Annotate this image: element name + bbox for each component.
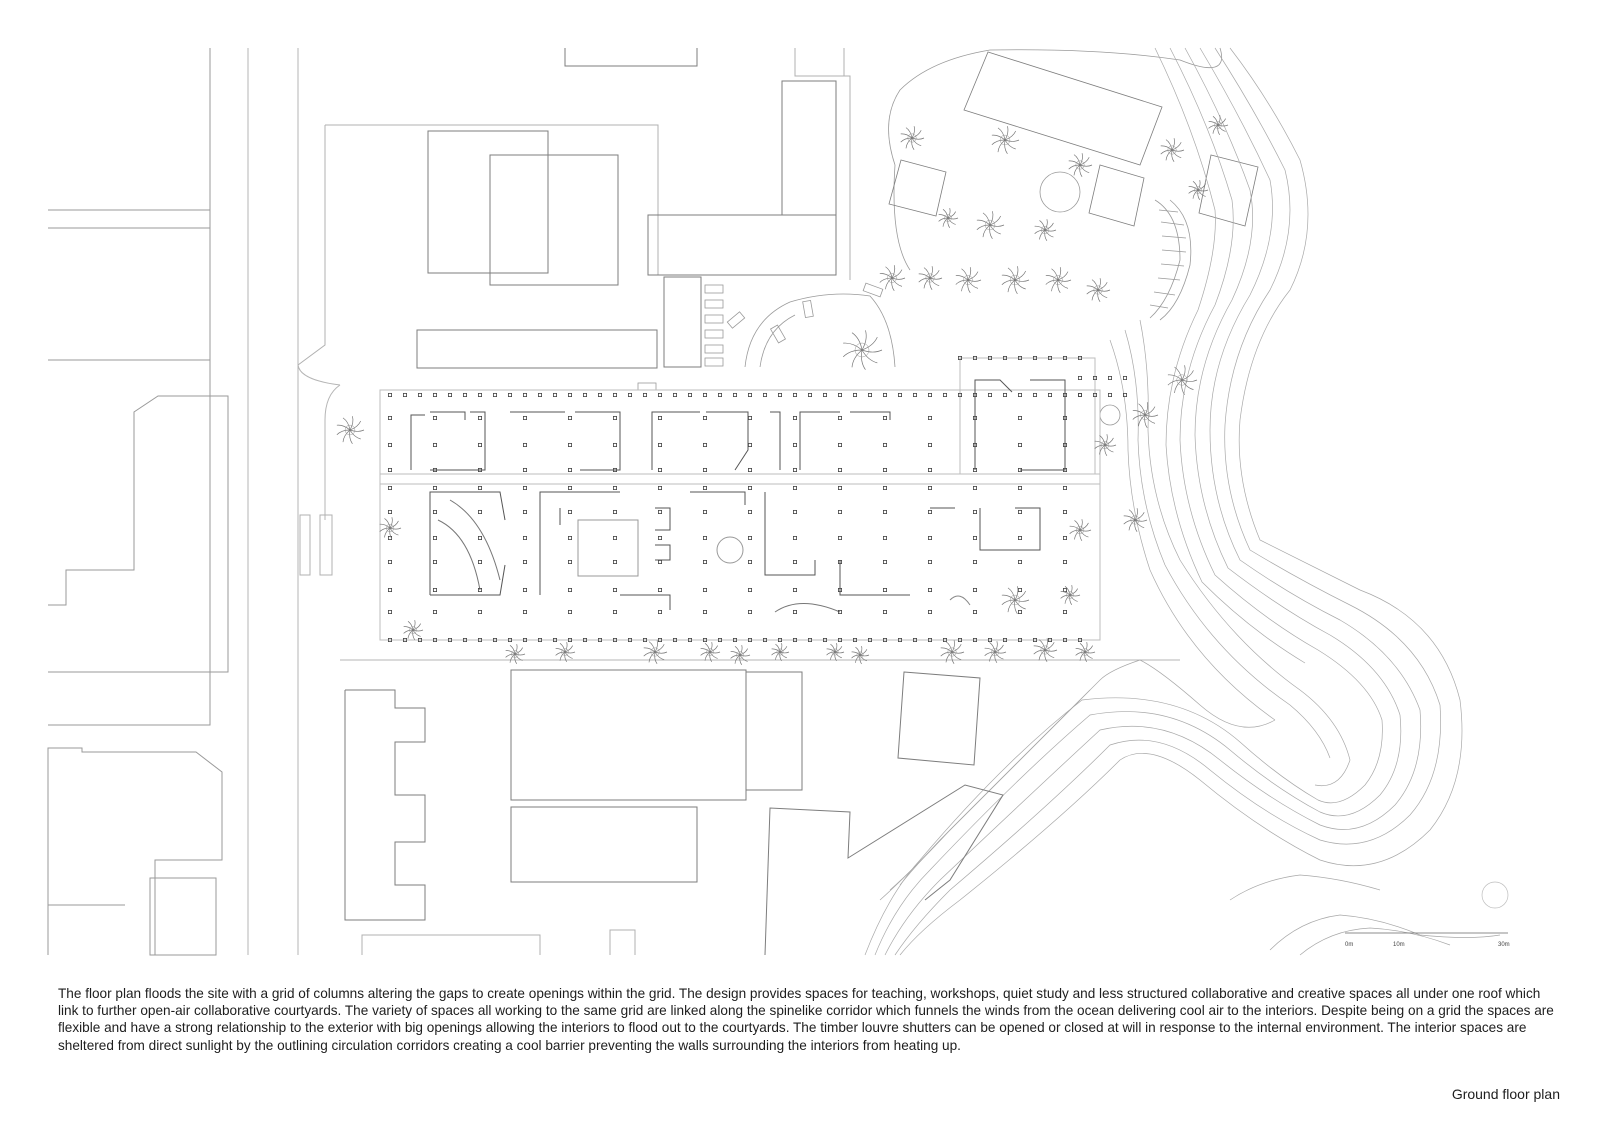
tree	[556, 642, 575, 662]
column	[1003, 393, 1006, 396]
column	[1063, 610, 1066, 613]
column	[523, 468, 526, 471]
tree	[1209, 115, 1228, 135]
column	[1108, 393, 1111, 396]
column	[883, 393, 886, 396]
column	[1063, 486, 1066, 489]
column	[928, 443, 931, 446]
column	[613, 393, 616, 396]
column	[1078, 376, 1081, 379]
column	[388, 610, 391, 613]
column	[1018, 610, 1021, 613]
column	[973, 588, 976, 591]
column	[658, 510, 661, 513]
column	[793, 560, 796, 563]
column	[388, 588, 391, 591]
plan-description	[58, 985, 1558, 1054]
column	[748, 536, 751, 539]
column	[388, 416, 391, 419]
column	[748, 393, 751, 396]
column	[973, 536, 976, 539]
tree	[404, 620, 423, 640]
tree	[1168, 365, 1197, 395]
column	[568, 416, 571, 419]
column	[568, 560, 571, 563]
column	[793, 536, 796, 539]
column	[973, 560, 976, 563]
tree	[1124, 508, 1147, 532]
column	[388, 443, 391, 446]
column	[928, 510, 931, 513]
column	[478, 510, 481, 513]
tree	[1046, 267, 1071, 293]
column	[883, 486, 886, 489]
column	[913, 393, 916, 396]
column	[748, 416, 751, 419]
column	[928, 468, 931, 471]
column	[388, 486, 391, 489]
column	[403, 393, 406, 396]
column	[883, 536, 886, 539]
column	[973, 510, 976, 513]
column	[493, 393, 496, 396]
tree	[1034, 638, 1057, 662]
column	[523, 393, 526, 396]
column	[1108, 376, 1111, 379]
column	[703, 393, 706, 396]
neighbouring-buildings-north	[298, 48, 850, 368]
column	[928, 416, 931, 419]
column	[388, 393, 391, 396]
tree	[1002, 586, 1029, 614]
column	[793, 486, 796, 489]
column	[748, 486, 751, 489]
column	[1018, 443, 1021, 446]
column	[793, 588, 796, 591]
column	[1123, 376, 1126, 379]
column	[613, 610, 616, 613]
column	[748, 443, 751, 446]
column	[988, 393, 991, 396]
column	[703, 443, 706, 446]
column	[523, 560, 526, 563]
column	[793, 610, 796, 613]
column	[1063, 510, 1066, 513]
column	[838, 393, 841, 396]
column	[478, 536, 481, 539]
column	[883, 510, 886, 513]
column	[613, 588, 616, 591]
column	[388, 510, 391, 513]
tree	[1076, 642, 1095, 662]
neighbouring-buildings-west	[48, 48, 228, 955]
column	[433, 416, 436, 419]
column	[658, 486, 661, 489]
column	[448, 393, 451, 396]
column	[568, 536, 571, 539]
tree	[956, 267, 981, 293]
column	[523, 510, 526, 513]
column	[433, 536, 436, 539]
column	[568, 468, 571, 471]
column	[883, 610, 886, 613]
column	[568, 510, 571, 513]
column	[838, 510, 841, 513]
column	[748, 560, 751, 563]
tree	[992, 126, 1019, 154]
column	[898, 393, 901, 396]
column	[748, 510, 751, 513]
column	[838, 486, 841, 489]
column	[658, 588, 661, 591]
column	[928, 536, 931, 539]
column	[508, 393, 511, 396]
landscape-east	[889, 48, 1258, 425]
column	[613, 536, 616, 539]
column	[1018, 486, 1021, 489]
column	[793, 393, 796, 396]
column	[703, 588, 706, 591]
column	[1018, 510, 1021, 513]
column	[658, 468, 661, 471]
column	[1063, 536, 1066, 539]
column	[883, 588, 886, 591]
tree	[919, 266, 942, 290]
tree	[1035, 219, 1056, 241]
column	[928, 588, 931, 591]
column	[433, 486, 436, 489]
column	[838, 468, 841, 471]
column	[613, 443, 616, 446]
column	[943, 393, 946, 396]
column	[658, 393, 661, 396]
road-lines	[248, 48, 1180, 955]
column	[658, 610, 661, 613]
tree	[1069, 153, 1092, 177]
column	[568, 610, 571, 613]
column	[763, 393, 766, 396]
column	[703, 468, 706, 471]
tree	[380, 517, 401, 539]
column	[928, 560, 931, 563]
column	[748, 610, 751, 613]
tree	[977, 211, 1004, 239]
column	[733, 393, 736, 396]
column	[778, 393, 781, 396]
column	[868, 393, 871, 396]
tree	[731, 645, 750, 665]
column	[658, 416, 661, 419]
column	[433, 610, 436, 613]
column	[703, 486, 706, 489]
tree	[880, 265, 905, 291]
tree	[843, 330, 882, 369]
column	[568, 443, 571, 446]
column	[1063, 588, 1066, 591]
column	[583, 393, 586, 396]
column	[388, 468, 391, 471]
tree	[1070, 519, 1091, 541]
column	[418, 393, 421, 396]
column	[1078, 393, 1081, 396]
tree	[939, 208, 958, 228]
column	[1018, 393, 1021, 396]
tree	[701, 642, 720, 662]
column	[538, 393, 541, 396]
column	[748, 468, 751, 471]
column	[703, 560, 706, 563]
column	[703, 510, 706, 513]
column	[703, 610, 706, 613]
column	[433, 393, 436, 396]
column	[928, 486, 931, 489]
column	[523, 416, 526, 419]
column	[388, 560, 391, 563]
column	[523, 610, 526, 613]
column	[658, 443, 661, 446]
column	[853, 393, 856, 396]
column	[478, 610, 481, 613]
column	[718, 393, 721, 396]
column	[838, 416, 841, 419]
column	[568, 588, 571, 591]
column	[928, 610, 931, 613]
scale-label-30m: 30m	[1498, 942, 1510, 948]
column	[433, 510, 436, 513]
column	[838, 536, 841, 539]
column	[523, 443, 526, 446]
column	[478, 486, 481, 489]
column	[433, 560, 436, 563]
column	[478, 560, 481, 563]
column	[793, 443, 796, 446]
column	[553, 393, 556, 396]
column	[883, 560, 886, 563]
column	[568, 486, 571, 489]
tree	[337, 416, 364, 444]
column	[1078, 393, 1081, 396]
column	[613, 486, 616, 489]
column	[433, 443, 436, 446]
column	[748, 588, 751, 591]
tree	[852, 646, 869, 664]
column	[883, 416, 886, 419]
column	[1018, 416, 1021, 419]
column	[478, 443, 481, 446]
column	[928, 393, 931, 396]
tree	[1002, 266, 1029, 294]
column	[523, 486, 526, 489]
tree	[827, 643, 844, 661]
column	[703, 536, 706, 539]
column	[973, 486, 976, 489]
column	[658, 560, 661, 563]
column	[1033, 393, 1036, 396]
column	[523, 536, 526, 539]
column	[793, 416, 796, 419]
column	[883, 443, 886, 446]
column	[613, 560, 616, 563]
column	[883, 468, 886, 471]
scale-label-10m: 10m	[1393, 942, 1405, 948]
scale-bar	[1345, 933, 1510, 948]
coastline-contours	[865, 48, 1508, 955]
column	[523, 588, 526, 591]
column	[1018, 536, 1021, 539]
column	[673, 393, 676, 396]
column	[838, 443, 841, 446]
column	[478, 393, 481, 396]
column	[613, 510, 616, 513]
column	[598, 393, 601, 396]
tree	[1133, 402, 1158, 428]
column	[568, 393, 571, 396]
scale-label-0m: 0m	[1345, 942, 1354, 948]
column	[1018, 588, 1021, 591]
column	[688, 393, 691, 396]
column	[703, 416, 706, 419]
column	[793, 468, 796, 471]
tree	[1161, 138, 1184, 162]
tree	[1087, 278, 1110, 302]
column	[1048, 393, 1051, 396]
column	[973, 610, 976, 613]
column	[808, 393, 811, 396]
column	[1063, 560, 1066, 563]
column	[478, 416, 481, 419]
column	[1018, 560, 1021, 563]
column	[613, 416, 616, 419]
column	[823, 393, 826, 396]
school-building	[380, 358, 1100, 640]
column	[433, 588, 436, 591]
column	[658, 536, 661, 539]
column	[643, 393, 646, 396]
column	[793, 510, 796, 513]
tree	[901, 126, 924, 150]
tree	[772, 643, 789, 661]
plan-title: Ground floor plan	[1451, 1086, 1560, 1102]
tree	[1095, 434, 1116, 456]
description-text: The floor plan floods the site with a grid of columns altering the gaps to create openings within the grid. The design provides spaces for teaching, workshops, quiet study and less structured collaborative and creative spaces all under one roof which link to further open-air collaborative courtyards. The variety of spaces all working to the same grid are linked along the spinelike corridor which funnels the winds from the ocean delivering cool air to the interiors. Despite being on a grid the spaces are flexible and have a strong relationship to the exterior with big openings allowing the interiors to flood out to the courtyards. The timber louvre shutters can be opened or closed at will in response to the internal environment. The interior spaces are sheltered from direct sunlight by the outlining circulation corridors creating a cool barrier preventing the walls surrounding the interiors from heating up.	[58, 986, 1554, 1053]
column	[463, 393, 466, 396]
tree	[506, 644, 525, 664]
column	[628, 393, 631, 396]
